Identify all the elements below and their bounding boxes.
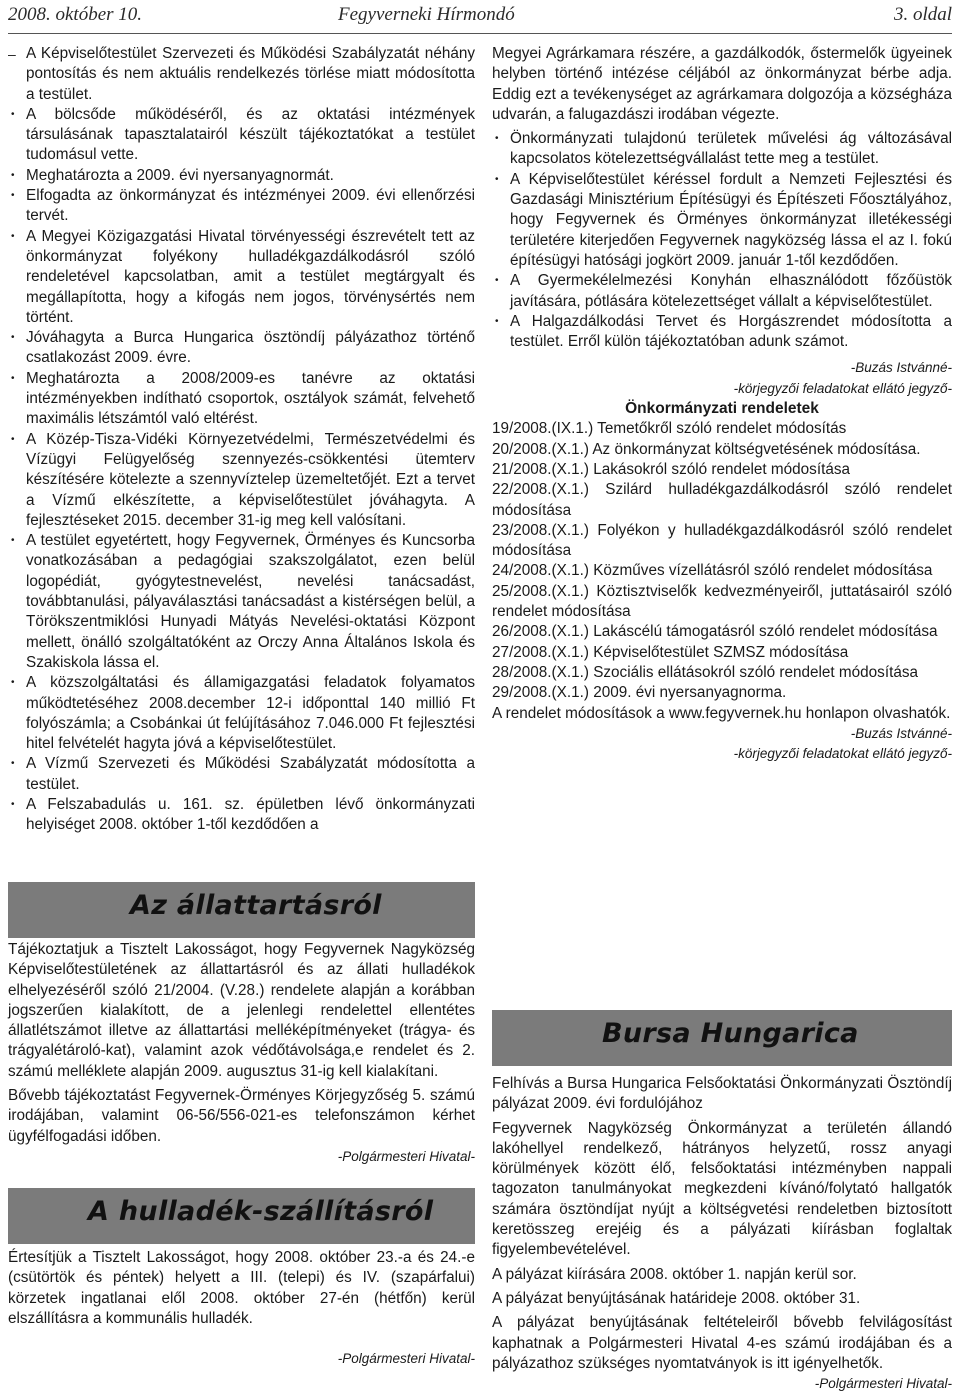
list-item: • A bölcsőde működéséről, és az oktatási intézmények társulásának tapasztalatairól készült tájékoztatókat a testület tudomásul vette. <box>8 105 475 166</box>
header-rule <box>8 33 952 34</box>
list-item: • A Közép-Tisza-Vidéki Környezetvédelmi, Természetvédelmi és Vízügyi Felügyelőség szennyezés-csökkentési ütemterv készítésére kötelezte a szennyvíztelep üzemeltetőjét. Ezt a tervet a Vízmű elkészítette, a képviselőtestület jóváhagyta. A fejlesztéseket 2015. december 31-ig meg kell valósítani. <box>8 430 475 531</box>
list-item: • Elfogadta az önkormányzat és intézményei 2009. évi ellenőrzési tervét. <box>8 186 475 227</box>
bursa-paragraph: A pályázat benyújtásának határideje 2008. október 31. <box>492 1289 861 1307</box>
ordinance-item: 20/2008.(X.1.) Az önkormányzat költségvetésének módosítása. <box>492 440 921 458</box>
newspaper-title: Fegyverneki Hírmondó <box>338 4 515 25</box>
ordinance-item: 25/2008.(X.1.) Köztisztviselők kedvezményeiről, juttatásairól szóló rendelet módosítása <box>492 582 952 621</box>
bursa-title: Bursa Hungarica <box>602 1018 859 1049</box>
list-item: • A közszolgáltatási és államigazgatási feladatok folyamatos működtetéséhez 2008.december 12-i időponttal 140 millió Ft folyószámla; a Csobánkai út felújításához 7.046.000 Ft fejlesztési hitel felvételét hagyta jóvá a képviselőtestület. <box>8 673 475 754</box>
notary-signature-name: -Buzás Istvánné- <box>850 360 952 376</box>
list-item: • A testület egyetértett, hogy Fegyvernek, Örményes és Kuncsorba vonatkozásában a pedagógiai szakszolgálatot, ezen belül logopédiát, gyógytestnevelést, nevelési tanácsadást, továbbtanulási, pályaválasztási tanácsadást a kistérségen belül, a Törökszentmiklósi Hunyadi Mátyás Nevelési-oktatási Központ mellett, önálló szolgáltatóként az Orczy Anna Általános Iskola és Szakiskola lássa el. <box>8 531 475 673</box>
bursa-paragraph: Fegyvernek Nagyközség Önkormányzat a területén állandó lakóhellyel rendelkező, hátrányos helyzetű, rossz anyagi körülmények között élő, felsőoktatási intézményben nappali tagozaton tanulmányokat megkezdeni kívánó/folytató hallgatók számára ösztöndíjat nyújt a költségvetési rendeletben biztosított keretösszeg erejéig és a pályázati kiírásban foglaltak figyelembevételével. <box>492 1119 952 1259</box>
list-item: • A Felszabadulás u. 161. sz. épületben lévő önkormányzati helyiséget 2008. október 1-től kezdődően a <box>8 795 475 836</box>
list-item: – A Képviselőtestület Szervezeti és Működési Szabályzatát néhány pontosítás és nem aktuális rendelkezés törlése miatt módosította a testület. <box>8 44 475 105</box>
bursa-paragraph: Felhívás a Bursa Hungarica Felsőoktatási Önkormányzati Ösztöndíj pályázat 2009. évi fordulójához <box>492 1075 952 1113</box>
list-item: • Jóváhagyta a Burca Hungarica ösztöndíj pályázathoz történő csatlakozást 2009. évre. <box>8 328 475 369</box>
list-item: • A Megyei Közigazgatási Hivatal törvényességi észrevételt tett az önkormányzat folyékony hulladékgazdálkodásról szóló rendeletével kapcsolatban, amit a testület megtárgyalt és megállapította, hogy a kifogás nem jogos, törvénysértés nem történt. <box>8 227 475 328</box>
ordinance-item: 28/2008.(X.1.) Szociális ellátásokról szóló rendelet módosítása <box>492 663 918 681</box>
waste-title: A hulladék-szállításról <box>88 1196 434 1227</box>
council-decisions-left <box>8 44 475 836</box>
animals-signature: -Polgármesteri Hivatal- <box>337 1148 475 1164</box>
animals-title: Az állattartásról <box>130 890 382 921</box>
page-number: 3. oldal <box>893 4 952 25</box>
list-item: • A Halgazdálkodási Tervet és Horgászrendet módosította a testület. Erről külön tájékoztatóban adunk számot. <box>492 312 952 353</box>
list-item: • A Gyermekélelmezési Konyhán elhasználódott főzőüstök javítására, pótlására kötelezettséget vállalt a képviselőtestület. <box>492 271 952 312</box>
list-item: • Meghatározta a 2008/2009-es tanévre az oktatási intézményekben indítható csoportok, osztályok számát, felvehető maximális létszámtól való eltérést. <box>8 369 475 430</box>
continuation-text: Megyei Agrárkamara részére, a gazdálkodók, őstermelők ügyeinek helyben történő intézése céljából az önkormányzat bérbe adja. Eddig ezt a tevékenységet az agrárkamara dolgozója a községháza udvarán, a falugazdászi irodában végezte. <box>492 45 952 123</box>
ordinance-item: 21/2008.(X.1.) Lakásokról szóló rendelet módosítása <box>492 460 850 478</box>
council-decisions-right <box>492 44 952 764</box>
list-item: • A Vízmű Szervezeti és Működési Szabályzatát módosította a testület. <box>8 754 475 795</box>
notary-signature-role: -körjegyzői feladatokat ellátó jegyző- <box>733 746 952 762</box>
ordinance-item: 23/2008.(X.1.) Folyékon y hulladékgazdálkodásról szóló rendelet módosítása <box>492 521 952 560</box>
bursa-paragraph: A pályázat benyújtásának feltételeiről bővebb felvilágosítást kaphatnak a Polgármesteri Hivatal 4-es számú irodájában és a pályázathoz szükséges nyomtatványok is itt igényelhetők. <box>492 1314 952 1372</box>
list-item: • A Képviselőtestület kéréssel fordult a Nemzeti Fejlesztési és Gazdasági Minisztérium Építésügyi és Építészeti Főosztályához, hogy Fegyvernek és Örményes önkormányzat illetékességi területére kiterjedően Fegyvernek nagyközség lássa el az I. fokú építésügyi hatósági jogkört 2009. január 1-től kezdődően. <box>492 170 952 271</box>
notary-signature-name: -Buzás Istvánné- <box>850 725 952 741</box>
animals-paragraph: Tájékoztatjuk a Tisztelt Lakosságot, hogy Fegyvernek Nagyközség Képviselőtestületének az állattartásról és az állati hulladékok elhelyezéséről szóló 21/2004. (V.28.) rendelete alapján a korábban jogszerűen kialakított, de a jelenlegi rendelettel ellentétes állatlétszámot illetve az állattartási melléképítményeket (trágya- és trágyalétároló-kat), valamint azok védőtávolsága,e rendelet és 2. számú melléklete alapján 2009. augusztus 31-ig kell kialakítani. <box>8 941 475 1080</box>
page-header <box>0 0 960 36</box>
waste-paragraph: Értesítjük a Tisztelt Lakosságot, hogy 2008. október 23.-a és 24.-e (csütörtök és péntek) helyett a III. (telepi) és IV. (szapárfalui) körzetek ingatlanai elől 2008. október 27-én (hétfőn) kerül elszállításra a kommunális hulladék. <box>8 1249 475 1327</box>
list-item: • Meghatározta a 2009. évi nyersanyagnormát. <box>8 166 475 186</box>
animals-article <box>8 940 475 1167</box>
ordinances-note: A rendelet módosítások a www.fegyvernek.hu honlapon olvashatók. <box>492 704 951 722</box>
ordinance-item: 27/2008.(X.1.) Képviselőtestület SZMSZ módosítása <box>492 643 849 661</box>
waste-signature: -Polgármesteri Hivatal- <box>337 1351 475 1367</box>
animals-paragraph: Bővebb tájékoztatást Fegyvernek-Örményes Körjegyzőség 5. számú irodájában, valamint 06-56/556-021-es telefonszámon kérhet ügyfélfogadási időben. <box>8 1087 475 1145</box>
bursa-article <box>492 1074 952 1394</box>
ordinances-title: Önkormányzati rendeletek <box>625 400 819 418</box>
bursa-paragraph: A pályázat kiírására 2008. október 1. napján kerül sor. <box>492 1265 857 1283</box>
ordinance-item: 22/2008.(X.1.) Szilárd hulladékgazdálkodásról szóló rendelet módosítása <box>492 481 952 519</box>
notary-signature-role: -körjegyzői feladatokat ellátó jegyző- <box>733 380 952 396</box>
waste-article <box>8 1248 475 1369</box>
ordinance-item: 29/2008.(X.1.) 2009. évi nyersanyagnorma. <box>492 684 787 702</box>
ordinance-item: 26/2008.(X.1.) Lakáscélú támogatásról szóló rendelet módosítása <box>492 623 938 641</box>
ordinance-item: 24/2008.(X.1.) Közműves vízellátásról szóló rendelet módosítása <box>492 562 933 580</box>
list-item: • Önkormányzati tulajdonú területek művelési ág változásával kapcsolatos kötelezettségvállalást tette meg a testület. <box>492 129 952 170</box>
bursa-signature: -Polgármesteri Hivatal- <box>814 1376 952 1392</box>
ordinance-item: 19/2008.(IX.1.) Temetőkről szóló rendelet módosítás <box>492 420 847 438</box>
issue-date: 2008. október 10. <box>8 4 143 25</box>
